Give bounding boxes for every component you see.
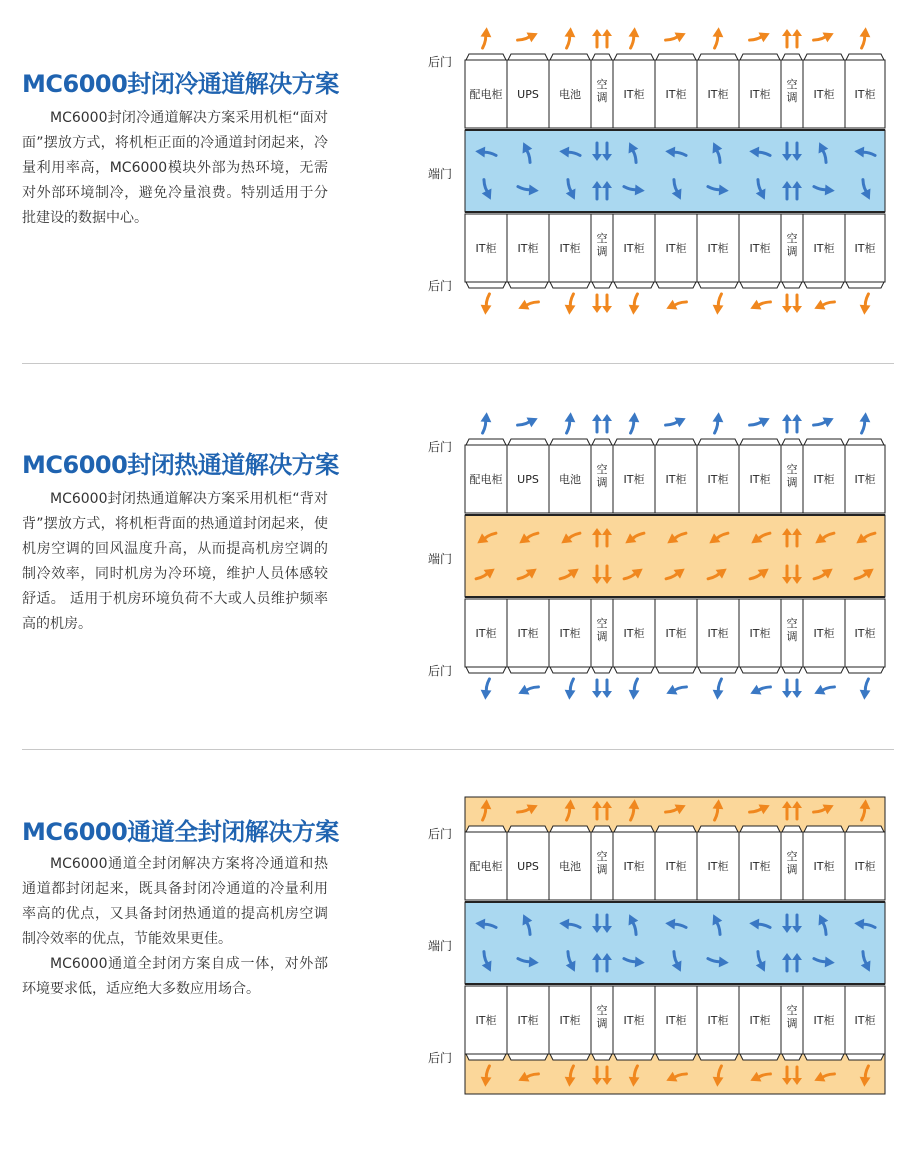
cabinet-label: IT柜 [854, 88, 876, 101]
cabinet-label: 电池 [559, 88, 581, 101]
cabinet-door [508, 667, 548, 673]
airflow-arrow-icon [592, 680, 602, 698]
cabinet-door [508, 439, 548, 445]
cabinet-label: IT柜 [623, 88, 645, 101]
airflow-diagram [420, 792, 900, 1122]
airflow-arrow-icon [592, 414, 602, 432]
top-door-label: 后门 [428, 827, 453, 841]
section-title: MC6000封闭冷通道解决方案 [22, 70, 339, 98]
cabinet-door [656, 826, 696, 832]
cabinet-door [592, 1054, 612, 1060]
cabinet-door [656, 54, 696, 60]
cabinet-door [804, 282, 844, 288]
cabinet-label: UPS [517, 88, 539, 101]
cabinet-door [782, 667, 802, 673]
airflow-arrow-icon [666, 26, 686, 47]
cabinet-door [508, 826, 548, 832]
cabinet-door [592, 667, 612, 673]
cabinet-label: UPS [517, 860, 539, 873]
cabinet-door [614, 54, 654, 60]
cabinet-door [466, 667, 506, 673]
airflow-arrow-icon [792, 295, 802, 313]
cabinet-label: IT柜 [813, 473, 835, 486]
cabinet-label: 调 [786, 245, 798, 258]
enclosed-aisle [465, 902, 885, 984]
cabinet-door [656, 667, 696, 673]
airflow-arrow-icon [518, 26, 538, 47]
airflow-diagram [420, 405, 900, 735]
airflow-arrow-icon [602, 680, 612, 698]
cabinet-door [782, 1054, 802, 1060]
airflow-arrow-icon [592, 295, 602, 313]
cabinet-label: IT柜 [623, 473, 645, 486]
diagram-canvas [420, 792, 900, 1122]
airflow-arrow-icon [561, 294, 581, 315]
cabinet-label: 调 [596, 630, 608, 643]
cabinet-label: IT柜 [707, 473, 729, 486]
cabinet-label: 调 [786, 91, 798, 104]
airflow-arrow-icon [856, 294, 876, 315]
cabinet-door [804, 439, 844, 445]
cabinet-label: 空 [596, 850, 608, 863]
cabinet-label: 调 [596, 91, 608, 104]
cabinet-label: 调 [786, 476, 798, 489]
cabinet-label: 配电柜 [469, 860, 503, 873]
section-hot-aisle [0, 385, 900, 755]
cabinet-label: 调 [596, 863, 608, 876]
cabinet-door [656, 1054, 696, 1060]
airflow-arrow-icon [750, 680, 770, 701]
cabinet-label: IT柜 [707, 1014, 729, 1027]
cabinet-label: UPS [517, 473, 539, 486]
cabinet-label: 调 [786, 630, 798, 643]
cabinet-door [698, 1054, 738, 1060]
top-door-label: 后门 [428, 440, 453, 454]
airflow-arrow-icon [782, 414, 792, 432]
cabinet-label: IT柜 [623, 627, 645, 640]
bottom-door-label: 后门 [428, 1051, 453, 1065]
section-divider [22, 749, 894, 750]
airflow-arrow-icon [625, 294, 645, 315]
cabinet-door [846, 1054, 884, 1060]
cabinet-door [508, 54, 548, 60]
airflow-arrow-icon [561, 679, 581, 700]
cabinet-door [804, 667, 844, 673]
cabinet-label: 空 [596, 617, 608, 630]
top-door-label: 后门 [428, 55, 453, 69]
bottom-door-label: 后门 [428, 664, 453, 678]
diagram-canvas [420, 405, 900, 735]
airflow-arrow-icon [782, 295, 792, 313]
cabinet-door [592, 282, 612, 288]
cabinet-door [614, 439, 654, 445]
cabinet-door [804, 54, 844, 60]
airflow-diagram [420, 20, 900, 350]
cabinet-door [466, 282, 506, 288]
section-cold-aisle [0, 0, 900, 370]
airflow-arrow-icon [792, 29, 802, 47]
cabinet-door [508, 282, 548, 288]
cabinet-label: IT柜 [475, 627, 497, 640]
cabinet-label: IT柜 [749, 88, 771, 101]
diagram-canvas [420, 20, 900, 350]
airflow-arrow-icon [592, 29, 602, 47]
cabinet-label: 调 [786, 1017, 798, 1030]
airflow-arrow-icon [623, 27, 643, 48]
cabinet-label: IT柜 [813, 627, 835, 640]
airflow-arrow-icon [477, 679, 497, 700]
airflow-arrow-icon [475, 27, 495, 48]
cabinet-door [466, 439, 506, 445]
cabinet-label: IT柜 [749, 860, 771, 873]
cabinet-door [740, 1054, 780, 1060]
cabinet-label: 空 [786, 463, 798, 476]
cabinet-door [740, 282, 780, 288]
cabinet-label: IT柜 [517, 242, 539, 255]
cabinet-label: IT柜 [665, 1014, 687, 1027]
cabinet-door [846, 282, 884, 288]
cabinet-door [846, 826, 884, 832]
description-paragraph: MC6000封闭热通道解决方案采用机柜“背对背”摆放方式，将机柜背面的热通道封闭起来，使机房空调的回风温度升高，从而提高机房空调的制冷效率，同时机房为冷环境，维护人员体感较舒适。 适用于机房环境负荷不大或人员维护频率高的机房。 [22, 491, 328, 632]
cabinet-door [740, 439, 780, 445]
airflow-arrow-icon [792, 680, 802, 698]
cabinet-door [782, 439, 802, 445]
cabinet-label: IT柜 [813, 88, 835, 101]
airflow-arrow-icon [750, 295, 770, 316]
cabinet-label: IT柜 [475, 1014, 497, 1027]
cabinet-door [592, 54, 612, 60]
cabinet-door [614, 667, 654, 673]
cabinet-label: IT柜 [707, 860, 729, 873]
cabinet-door [698, 282, 738, 288]
cabinet-label: IT柜 [854, 860, 876, 873]
cabinet-label: IT柜 [854, 627, 876, 640]
airflow-arrow-icon [709, 294, 729, 315]
cabinet-label: IT柜 [475, 242, 497, 255]
cabinet-label: IT柜 [517, 1014, 539, 1027]
airflow-arrow-icon [602, 295, 612, 313]
cabinet-label: 空 [596, 232, 608, 245]
airflow-arrow-icon [518, 295, 538, 316]
airflow-arrow-icon [559, 412, 579, 433]
cabinet-door [846, 667, 884, 673]
aisle-door-label: 端门 [428, 939, 453, 953]
cabinet-label: IT柜 [813, 242, 835, 255]
airflow-arrow-icon [477, 294, 497, 315]
cabinet-label: IT柜 [813, 860, 835, 873]
airflow-arrow-icon [707, 412, 727, 433]
cabinet-label: 电池 [559, 860, 581, 873]
cabinet-label: 空 [596, 78, 608, 91]
cabinet-label: 调 [596, 245, 608, 258]
airflow-arrow-icon [854, 27, 874, 48]
cabinet-door [550, 439, 590, 445]
airflow-arrow-icon [475, 412, 495, 433]
cabinet-label: IT柜 [707, 627, 729, 640]
cabinet-label: IT柜 [707, 88, 729, 101]
cabinet-label: 调 [786, 863, 798, 876]
cabinet-label: IT柜 [623, 1014, 645, 1027]
airflow-arrow-icon [750, 411, 770, 432]
cabinet-label: 空 [786, 617, 798, 630]
cabinet-label: IT柜 [559, 1014, 581, 1027]
bottom-door-label: 后门 [428, 279, 453, 293]
cabinet-label: IT柜 [854, 1014, 876, 1027]
airflow-arrow-icon [750, 26, 770, 47]
airflow-arrow-icon [814, 411, 834, 432]
section-description [22, 487, 328, 637]
cabinet-label: 空 [786, 1004, 798, 1017]
cabinet-door [466, 826, 506, 832]
cabinet-door [550, 826, 590, 832]
airflow-arrow-icon [782, 29, 792, 47]
cabinet-label: 空 [786, 850, 798, 863]
description-paragraph: MC6000封闭冷通道解决方案采用机柜“面对面”摆放方式，将机柜正面的冷通道封闭起来，冷量利用率高，MC6000模块外部为热环境，无需对外部环境制冷，避免冷量浪费。特别适用于分批建设的数据中心。 [22, 110, 328, 226]
airflow-arrow-icon [782, 680, 792, 698]
cabinet-label: 配电柜 [469, 473, 503, 486]
cabinet-door [656, 439, 696, 445]
cabinet-door [592, 439, 612, 445]
airflow-arrow-icon [856, 679, 876, 700]
cabinet-label: IT柜 [707, 242, 729, 255]
airflow-arrow-icon [814, 295, 834, 316]
enclosed-aisle [465, 130, 885, 212]
cabinet-door [550, 667, 590, 673]
cabinet-door [550, 54, 590, 60]
cabinet-door [592, 826, 612, 832]
airflow-arrow-icon [709, 679, 729, 700]
cabinet-label: 调 [596, 476, 608, 489]
section-description [22, 106, 328, 231]
airflow-arrow-icon [602, 414, 612, 432]
cabinet-door [804, 1054, 844, 1060]
cabinet-label: IT柜 [854, 473, 876, 486]
cabinet-label: IT柜 [559, 242, 581, 255]
cabinet-door [782, 826, 802, 832]
cabinet-label: IT柜 [665, 88, 687, 101]
cabinet-label: IT柜 [665, 473, 687, 486]
cabinet-door [698, 439, 738, 445]
cabinet-door [740, 667, 780, 673]
cabinet-door [698, 667, 738, 673]
cabinet-door [698, 826, 738, 832]
cabinet-door [740, 54, 780, 60]
cabinet-label: IT柜 [665, 627, 687, 640]
airflow-arrow-icon [602, 29, 612, 47]
airflow-arrow-icon [792, 414, 802, 432]
cabinet-door [550, 282, 590, 288]
airflow-arrow-icon [666, 411, 686, 432]
airflow-arrow-icon [625, 679, 645, 700]
cabinet-door [614, 282, 654, 288]
section-title: MC6000通道全封闭解决方案 [22, 818, 339, 846]
cabinet-door [508, 1054, 548, 1060]
cabinet-door [550, 1054, 590, 1060]
aisle-door-label: 端门 [428, 167, 453, 181]
airflow-arrow-icon [666, 295, 686, 316]
cabinet-label: IT柜 [854, 242, 876, 255]
cabinet-door [466, 1054, 506, 1060]
cabinet-door [614, 826, 654, 832]
airflow-arrow-icon [707, 27, 727, 48]
cabinet-label: 调 [596, 1017, 608, 1030]
cabinet-label: 配电柜 [469, 88, 503, 101]
cabinet-label: IT柜 [749, 1014, 771, 1027]
airflow-arrow-icon [814, 26, 834, 47]
cabinet-label: 电池 [559, 473, 581, 486]
cabinet-label: IT柜 [749, 627, 771, 640]
cabinet-label: 空 [786, 78, 798, 91]
cabinet-door [656, 282, 696, 288]
enclosed-aisle [465, 515, 885, 597]
aisle-door-label: 端门 [428, 552, 453, 566]
airflow-arrow-icon [559, 27, 579, 48]
cabinet-label: 空 [596, 1004, 608, 1017]
section-title: MC6000封闭热通道解决方案 [22, 451, 339, 479]
airflow-arrow-icon [518, 411, 538, 432]
cabinet-label: IT柜 [559, 627, 581, 640]
cabinet-label: IT柜 [623, 242, 645, 255]
cabinet-label: 空 [786, 232, 798, 245]
airflow-arrow-icon [623, 412, 643, 433]
cabinet-door [846, 54, 884, 60]
section-full-enclosure [0, 772, 900, 1142]
cabinet-label: IT柜 [813, 1014, 835, 1027]
cabinet-label: IT柜 [749, 242, 771, 255]
description-paragraph: MC6000通道全封闭解决方案将冷通道和热通道都封闭起来，既具备封闭冷通道的冷量利用率高的优点，又具备封闭热通道的提高机房空调制冷效率的优点，节能效果更佳。 [22, 856, 328, 947]
cabinet-label: IT柜 [623, 860, 645, 873]
cabinet-label: 空 [596, 463, 608, 476]
cabinet-label: IT柜 [665, 242, 687, 255]
airflow-arrow-icon [814, 680, 834, 701]
cabinet-door [614, 1054, 654, 1060]
description-paragraph: MC6000通道全封闭方案自成一体，对外部环境要求低，适应绝大多数应用场合。 [22, 956, 328, 997]
cabinet-door [782, 282, 802, 288]
cabinet-label: IT柜 [749, 473, 771, 486]
section-divider [22, 363, 894, 364]
cabinet-label: IT柜 [517, 627, 539, 640]
section-description [22, 852, 328, 1002]
cabinet-door [846, 439, 884, 445]
cabinet-label: IT柜 [665, 860, 687, 873]
cabinet-door [698, 54, 738, 60]
airflow-arrow-icon [518, 680, 538, 701]
airflow-arrow-icon [666, 680, 686, 701]
airflow-arrow-icon [854, 412, 874, 433]
cabinet-door [466, 54, 506, 60]
cabinet-door [740, 826, 780, 832]
cabinet-door [782, 54, 802, 60]
cabinet-door [804, 826, 844, 832]
